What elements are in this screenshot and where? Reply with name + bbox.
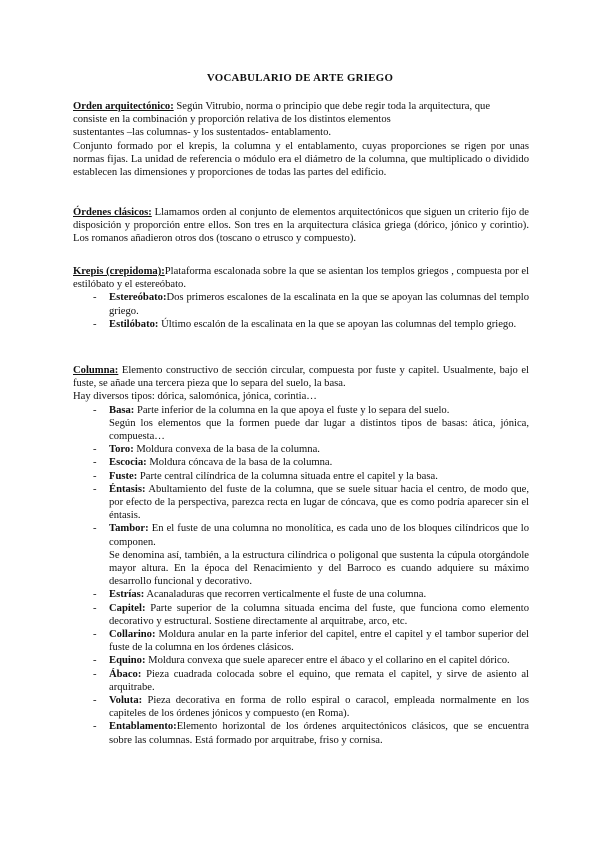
definition-text: Último escalón de la escalinata en la que se apoyan las columnas del templo griego.	[158, 318, 517, 330]
list-dash: -	[93, 457, 97, 469]
section-krepis	[73, 265, 529, 331]
term-krepis: Krepis (crepidoma):	[73, 266, 165, 277]
term: Tambor:	[109, 523, 149, 535]
list-dash: -	[93, 444, 97, 456]
term: Capitel:	[109, 602, 146, 614]
term: Éntasis:	[109, 483, 146, 495]
term: Fuste:	[109, 470, 138, 482]
definition-text: Moldura cóncava de la basa de la columna.	[146, 457, 333, 469]
list-item	[73, 483, 529, 523]
definition-extra: Se denomina así, también, a la estructura cilíndrica o poligonal que sustenta la cúpula otorgándole mayor altura. En la época del Renacimiento y del Barroco es cuando adquiere su máximo desarrollo funcional y decorativo.	[109, 549, 529, 588]
list-dash: -	[93, 602, 97, 614]
definition-text: Pieza cuadrada colocada sobre el equino, que remata el capitel, y sirve de asiento al arquitrabe.	[109, 668, 529, 693]
definition-text: Pieza decorativa en forma de rollo espiral o caracol, empleada normalmente en los capiteles de los órdenes jónicos y compuesto (en Roma).	[109, 695, 529, 720]
document-title: VOCABULARIO DE ARTE GRIEGO	[206, 72, 394, 84]
definition-text: Abultamiento del fuste de la columna, que se suele situar hacia el centro, de modo que, por efecto de la perspectiva, parezca recta en lugar de cóncava, que es como podría aparecer sin el éntasis.	[109, 483, 529, 522]
section-orden-arquitectonico	[73, 100, 529, 179]
definition-text: Moldura convexa de la basa de la columna.	[133, 444, 320, 456]
paragraph-line: consiste en la combinación y proporción relativa de los distintos elementos	[73, 114, 391, 126]
list-dash: -	[93, 668, 97, 680]
list-dash: -	[93, 655, 97, 667]
term: Basa:	[109, 404, 135, 416]
definition-text: Acanaladuras que recorren verticalmente el fuste de una columna.	[144, 589, 427, 601]
term: Estilóbato:	[109, 318, 159, 330]
list-item	[73, 628, 529, 654]
list-item	[73, 602, 529, 628]
list-item	[73, 470, 529, 483]
section-columna	[73, 364, 529, 747]
term: Estrías:	[109, 589, 145, 601]
list-dash: -	[93, 695, 97, 707]
term: Collarino:	[109, 629, 156, 641]
definition-text: Parte central cilíndrica de la columna situada entre el capitel y la basa.	[137, 470, 438, 482]
definition-extra: Según los elementos que la formen puede dar lugar a distintos tipos de basas: ática, jónica, compuesta…	[109, 417, 529, 443]
list-dash: -	[93, 589, 97, 601]
definition-text: Parte inferior de la columna en la que apoya el fuste y lo separa del suelo.	[134, 404, 450, 416]
list-item	[73, 522, 529, 588]
term: Estereóbato:	[109, 292, 167, 304]
list-item	[73, 456, 529, 469]
list-dash: -	[93, 292, 97, 304]
definition-text: Moldura convexa que suele aparecer entre el ábaco y el collarino en el capitel dórico.	[145, 655, 510, 667]
list-item	[73, 443, 529, 456]
definition-text: Parte superior de la columna situada encima del fuste, que funciona como elemento decorativo y estructural. Sostiene directamente al arquitrabe, arco, etc.	[109, 602, 529, 627]
paragraph	[73, 206, 529, 246]
definition-text: En el fuste de una columna no monolítica, es cada uno de los bloques cilíndricos que lo componen.	[109, 523, 529, 548]
definition-text: Elemento horizontal de los órdenes arquitectónicos clásicos, que se encuentra sobre las columnas. Está formado por arquitrabe, friso y cornisa.	[109, 721, 529, 746]
paragraph	[73, 265, 529, 291]
term-orden-arquitectonico: Orden arquitectónico:	[73, 101, 174, 112]
list-dash: -	[93, 318, 97, 330]
list-item	[73, 720, 529, 746]
term: Equino:	[109, 655, 146, 667]
term: Escocia:	[109, 457, 147, 469]
paragraph: Conjunto formado por el krepis, la columna y el entablamento, cuyas proporciones se rigen por unas normas fijas. La unidad de referencia o módulo era el diámetro de la columna, que multiplicado o dividido establecen las dimensiones y proporciones de todas las partes del edificio.	[73, 140, 529, 179]
paragraph-line: Hay diversos tipos: dórica, salomónica, jónica, corintia…	[73, 391, 317, 403]
paragraph	[73, 100, 529, 113]
list-dash: -	[93, 629, 97, 641]
list-item	[73, 654, 529, 667]
term: Ábaco:	[109, 668, 142, 680]
list-item	[73, 404, 529, 444]
term: Entablamento:	[109, 721, 177, 733]
list-item	[73, 694, 529, 720]
paragraph	[73, 364, 529, 390]
paragraph-line: sustentantes –las columnas- y los sustentados- entablamento.	[73, 127, 332, 139]
term: Toro:	[109, 444, 134, 456]
definition-text: Llamamos orden al conjunto de elementos arquitectónicos que siguen un criterio fijo de disposición y proporción entre ellos. Son tres en la arquitectura clásica griega (dórico, jónico y corintio). Los romanos añadieron otros dos (toscano o etrusco y compuesto).	[73, 207, 530, 245]
term: Voluta:	[109, 695, 143, 707]
list-dash: -	[93, 483, 97, 495]
term-ordenes-clasicos: Órdenes clásicos:	[73, 207, 152, 218]
definition-text: Elemento constructivo de sección circular, compuesta por fuste y capitel. Usualmente, bajo el fuste, se añade una tercera pieza que lo separa del suelo, la basa.	[73, 365, 529, 390]
list-item	[73, 588, 529, 601]
list-dash: -	[93, 404, 97, 416]
list-dash: -	[93, 523, 97, 535]
term-columna: Columna:	[73, 365, 119, 376]
list-item	[73, 291, 529, 317]
section-ordenes-clasicos	[73, 206, 529, 246]
definition-text: Según Vitrubio, norma o principio que debe regir toda la arquitectura, que	[173, 101, 491, 112]
definition-text: Plataforma escalonada sobre la que se asientan los templos griegos , compuesta por el estilóbato y el estereóbato.	[73, 266, 530, 291]
list-dash: -	[93, 721, 97, 733]
definition-text: Moldura anular en la parte inferior del capitel, entre el capitel y el tambor superior del fuste de la columna en los órdenes clásicos.	[109, 629, 529, 654]
list-dash: -	[93, 470, 97, 482]
list-item	[73, 668, 529, 694]
list-item	[73, 318, 529, 331]
definition-text: Dos primeros escalones de la escalinata en la que se apoyan las columnas del templo griego.	[109, 292, 529, 317]
